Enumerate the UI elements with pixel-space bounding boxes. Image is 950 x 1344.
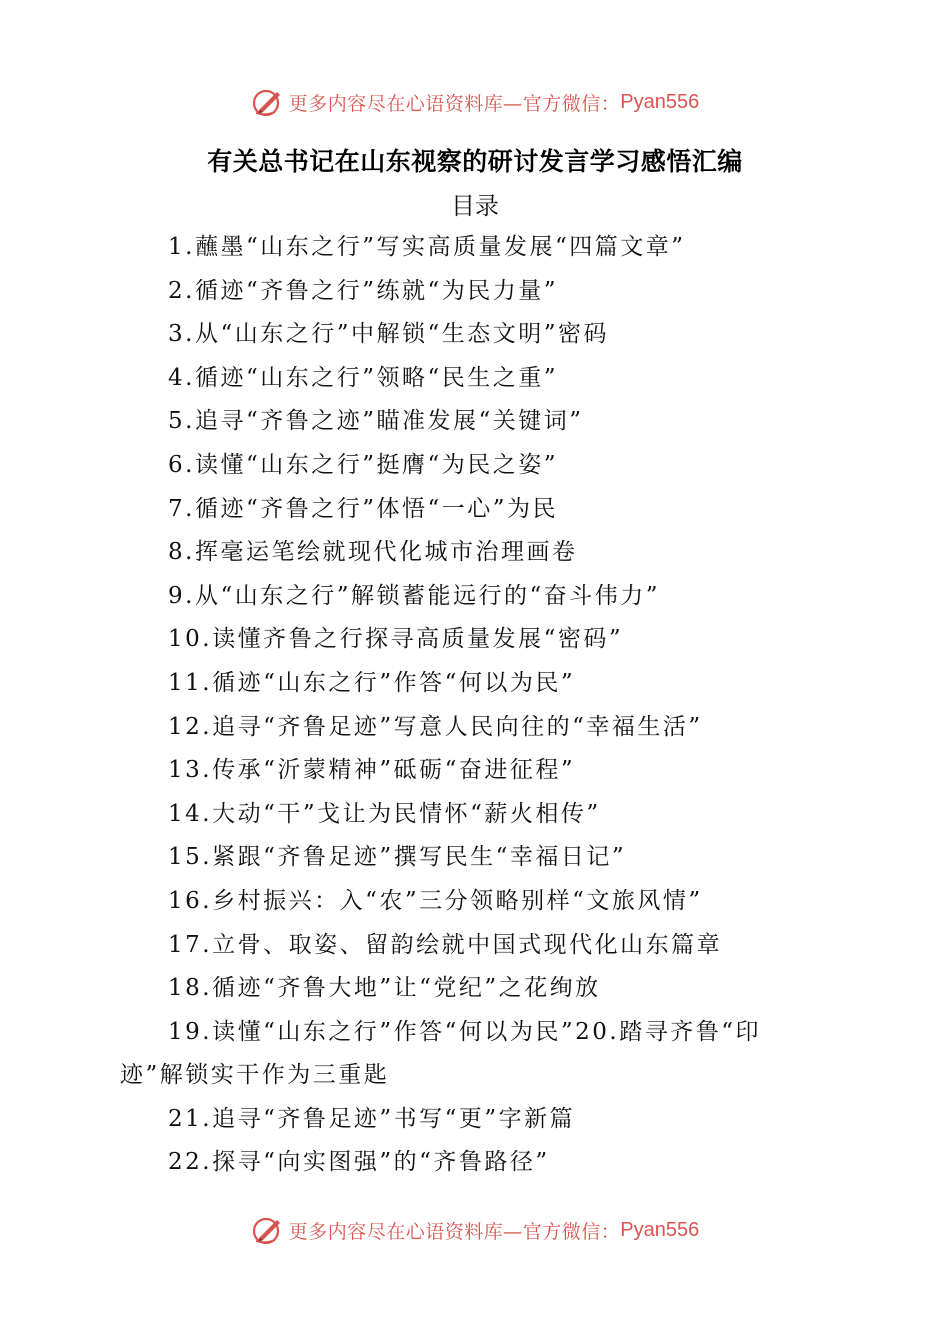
toc-item-wrapped: 19.读懂“山东之行”作答“何以为民”20.踏寻齐鲁“印迹”解锁实干作为三重匙 <box>120 1018 761 1089</box>
header-watermark <box>0 82 950 122</box>
footer-watermark <box>0 1210 950 1250</box>
toc-item: 16.乡村振兴：入“农”三分领略别样“文旅风情” <box>168 887 703 914</box>
toc-item: 17.立骨、取姿、留韵绘就中国式现代化山东篇章 <box>168 931 723 958</box>
watermark-text: 更多内容尽在心语资料库—官方微信： <box>288 92 621 115</box>
toc-item: 2.循迹“齐鲁之行”练就“为民力量” <box>168 277 558 304</box>
document-title: 有关总书记在山东视察的研讨发言学习感悟汇编 <box>207 147 743 176</box>
toc-item: 8.挥毫运笔绘就现代化城市治理画卷 <box>168 539 578 566</box>
toc-item: 9.从“山东之行”解锁蓄能远行的“奋斗伟力” <box>168 582 660 609</box>
pen-logo-icon <box>251 85 285 119</box>
watermark-wechat-id: Pyan556 <box>620 90 700 113</box>
pen-logo-icon <box>251 1213 285 1247</box>
toc-item: 7.循迹“齐鲁之行”体悟“一心”为民 <box>168 495 558 522</box>
toc-item: 22.探寻“向实图强”的“齐鲁路径” <box>168 1149 550 1176</box>
watermark-text: 更多内容尽在心语资料库—官方微信： <box>288 1220 621 1243</box>
toc-item: 11.循迹“山东之行”作答“何以为民” <box>168 669 576 696</box>
toc-item: 5.追寻“齐鲁之迹”瞄准发展“关键词” <box>168 408 584 435</box>
toc-item: 14.大动“干”戈让为民情怀“薪火相传” <box>168 800 601 827</box>
toc-item: 3.从“山东之行”中解锁“生态文明”密码 <box>168 321 609 348</box>
toc-item: 21.追寻“齐鲁足迹”书写“更”字新篇 <box>168 1105 576 1132</box>
watermark-wechat-id: Pyan556 <box>620 1218 700 1241</box>
toc-item: 13.传承“沂蒙精神”砥砺“奋进征程” <box>168 757 576 784</box>
toc-item: 12.追寻“齐鲁足迹”写意人民向往的“幸福生活” <box>168 713 703 740</box>
toc-item: 4.循迹“山东之行”领略“民生之重” <box>168 364 558 391</box>
table-of-contents <box>120 226 820 1185</box>
toc-item: 1.蘸墨“山东之行”写实高质量发展“四篇文章” <box>168 234 686 260</box>
toc-item: 10.读懂齐鲁之行探寻高质量发展“密码” <box>168 626 624 653</box>
toc-item: 18.循迹“齐鲁大地”让“党纪”之花绚放 <box>168 975 601 1002</box>
toc-item: 15.紧跟“齐鲁足迹”撰写民生“幸福日记” <box>168 844 627 871</box>
toc-heading: 目录 <box>451 192 499 220</box>
toc-item: 6.读懂“山东之行”挺膺“为民之姿” <box>168 451 558 478</box>
